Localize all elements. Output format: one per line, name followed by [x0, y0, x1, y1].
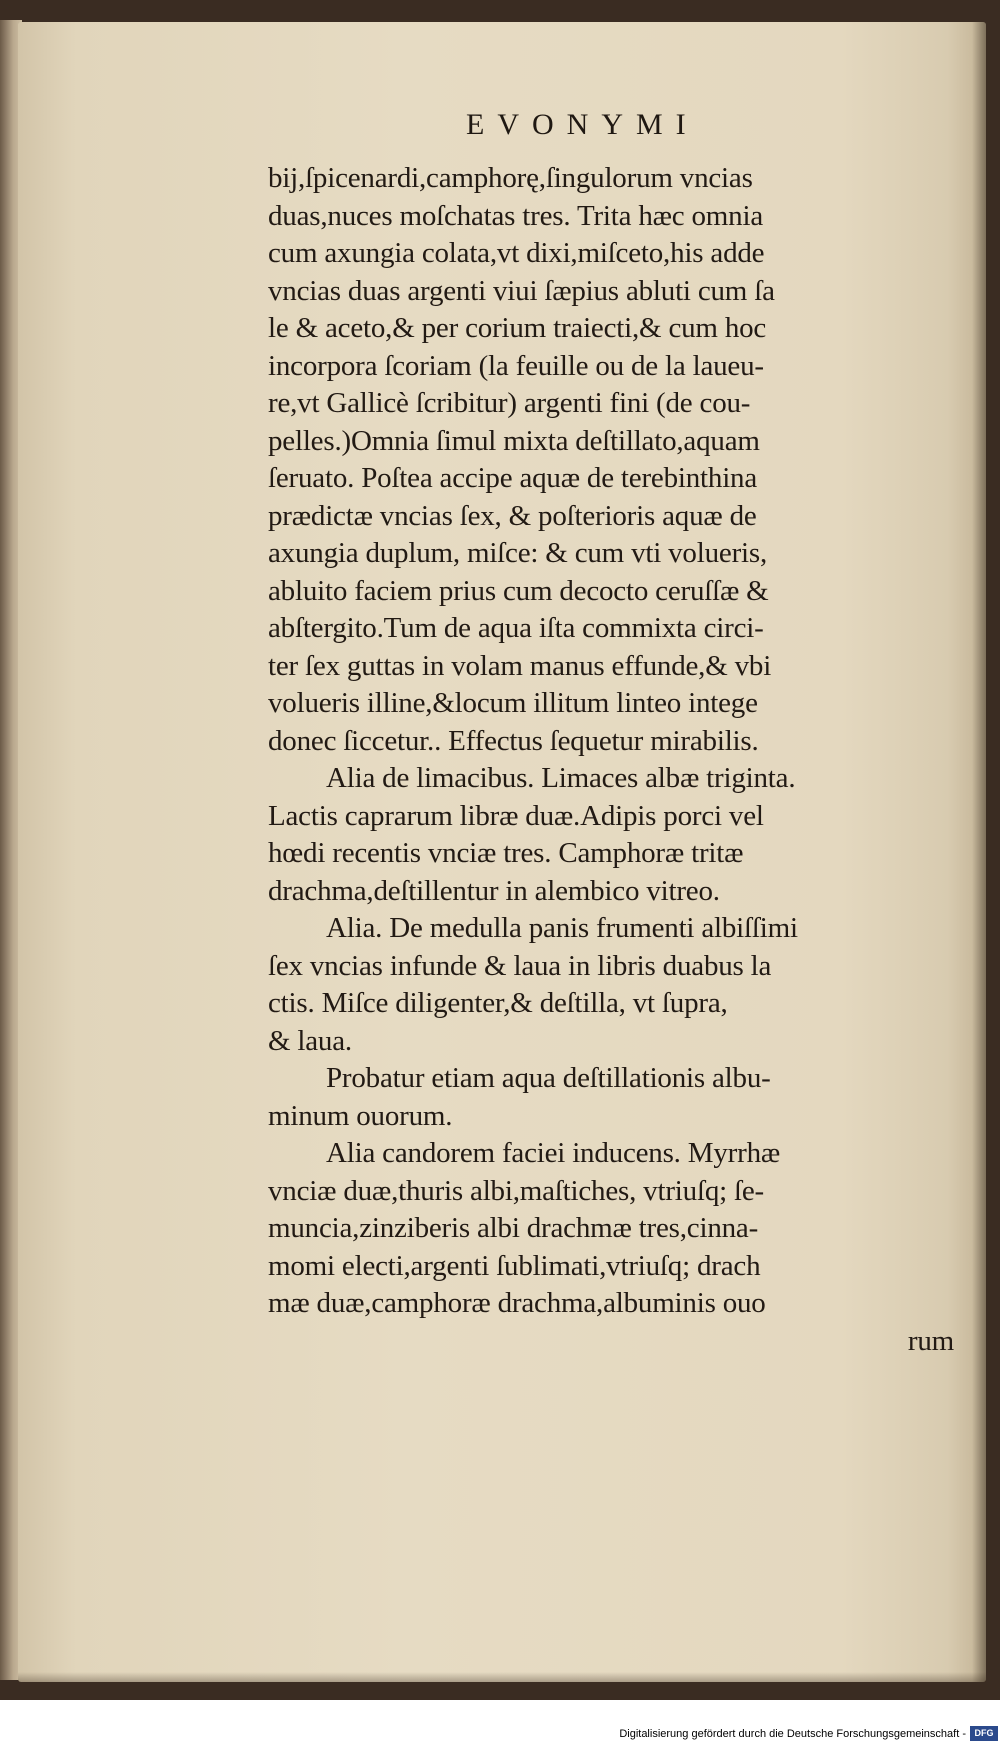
running-title: EVONYMI	[466, 108, 699, 141]
catchword: rum	[907, 1324, 954, 1357]
text-line: prædictæ vncias ſex, & poſterioris aquæ de	[268, 499, 757, 532]
paragraph-start-line: Alia candorem faciei inducens. Myrrhæ	[326, 1137, 781, 1169]
text-line: vnciæ duæ,thuris albi,maſtiches, vtriuſq; ſe-	[268, 1174, 765, 1207]
dfg-logo: DFG	[970, 1726, 998, 1741]
paragraph-start-line: Probatur etiam aqua deſtillationis albu-	[326, 1062, 771, 1094]
text-line: Lactis caprarum libræ duæ.Adipis porci vel	[268, 799, 764, 832]
paragraph-start-line: Alia. De medulla panis frumenti albiſſimi	[326, 912, 798, 944]
paragraph-start-line: Alia de limacibus. Limaces albæ triginta.	[326, 762, 796, 794]
text-line: incorpora ſcoriam (la feuille ou de la laueu-	[268, 349, 764, 382]
text-line: & laua.	[268, 1024, 352, 1057]
text-line: ter ſex guttas in volam manus effunde,& vbi	[268, 649, 772, 682]
page-gutter-shadow	[972, 22, 986, 1682]
text-line: ſex vncias infunde & laua in libris duabus la	[268, 949, 772, 982]
text-line: cum axungia colata,vt dixi,miſceto,his adde	[268, 237, 765, 269]
text-line: volueris illine,&locum illitum linteo intege	[268, 687, 758, 719]
text-block	[268, 160, 958, 1360]
text-line: abſtergito.Tum de aqua iſta commixta circi-	[268, 612, 764, 644]
text-line: donec ſiccetur.. Effectus ſequetur mirabilis.	[268, 724, 759, 757]
text-line: axungia duplum, miſce: & cum vti volueris,	[268, 537, 768, 569]
text-line: hœdi recentis vnciæ tres. Camphoræ tritæ	[268, 837, 744, 869]
text-line: ſeruato. Poſtea accipe aquæ de terebinthina	[268, 462, 758, 494]
text-line: abluito faciem prius cum decocto ceruſſæ &	[268, 574, 769, 607]
text-line: vncias duas argenti viui ſæpius abluti cum ſa	[268, 274, 775, 307]
text-line: re,vt Gallicè ſcribitur) argenti fini (de cou-	[268, 387, 751, 419]
footer-bar	[0, 1718, 1000, 1753]
text-line: pelles.)Omnia ſimul mixta deſtillato,aquam	[268, 424, 760, 457]
text-line: duas,nuces moſchatas tres. Trita hæc omnia	[268, 199, 763, 232]
text-line: minum ouorum.	[268, 1099, 453, 1132]
text-line: drachma,deſtillentur in alembico vitreo.	[268, 874, 720, 907]
text-line: bij,ſpicenardi,camphorę,ſingulorum vncias	[268, 162, 753, 194]
funding-credit: Digitalisierung gefördert durch die Deutsche Forschungsgemeinschaft -	[619, 1728, 966, 1740]
text-line: muncia,zinziberis albi drachmæ tres,cinna-	[268, 1212, 759, 1244]
page-bottom-shade	[18, 1672, 986, 1682]
text-line: momi electi,argenti ſublimati,vtriuſq; drach	[268, 1249, 761, 1282]
text-line: le & aceto,& per corium traiecti,& cum hoc	[268, 312, 767, 344]
text-line: mæ duæ,camphoræ drachma,albuminis ouo	[268, 1287, 766, 1319]
text-line: ctis. Miſce diligenter,& deſtilla, vt ſupra,	[268, 987, 728, 1019]
